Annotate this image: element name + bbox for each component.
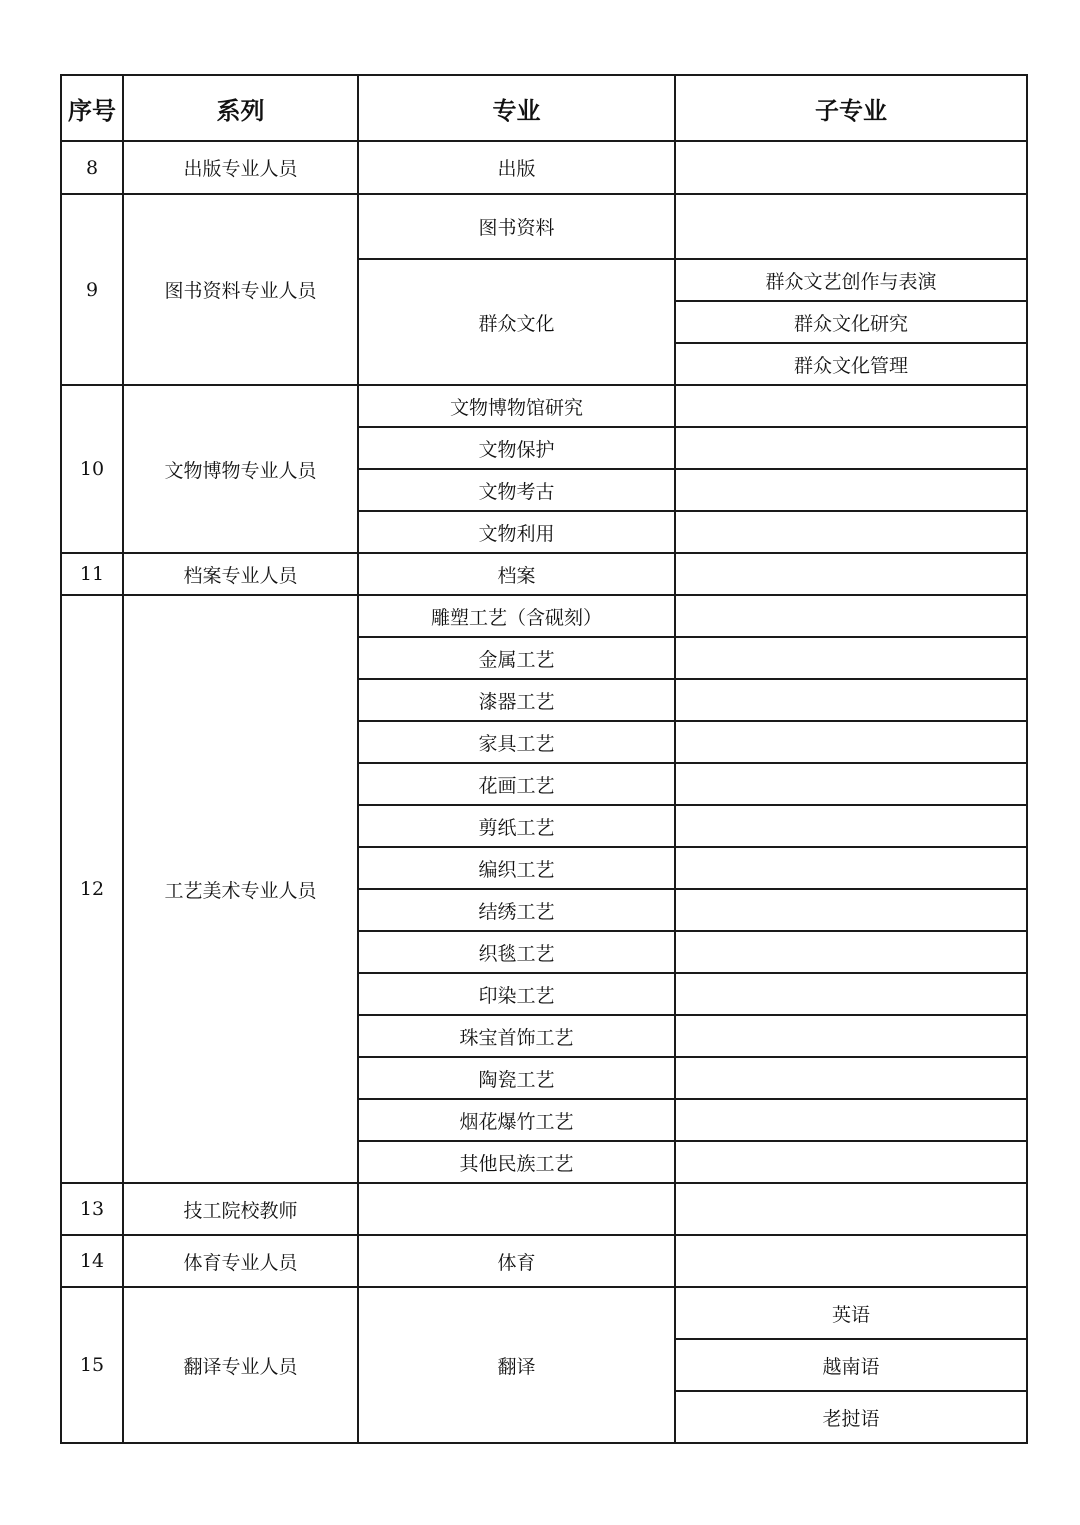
row-sub [675, 511, 1027, 553]
row-series: 技工院校教师 [123, 1183, 358, 1235]
row-major: 花画工艺 [358, 763, 675, 805]
row-sub [675, 805, 1027, 847]
row-major [358, 1183, 675, 1235]
header-index: 序号 [61, 75, 123, 141]
row-series: 档案专业人员 [123, 553, 358, 595]
row-series: 体育专业人员 [123, 1235, 358, 1287]
row-major: 烟花爆竹工艺 [358, 1099, 675, 1141]
row-sub [675, 194, 1027, 259]
row-major: 文物保护 [358, 427, 675, 469]
row-sub [675, 141, 1027, 194]
row-series: 出版专业人员 [123, 141, 358, 194]
row-sub [675, 973, 1027, 1015]
row-major: 文物考古 [358, 469, 675, 511]
row-sub [675, 1057, 1027, 1099]
row-sub [675, 427, 1027, 469]
row-major: 体育 [358, 1235, 675, 1287]
row-sub [675, 1015, 1027, 1057]
row-major: 印染工艺 [358, 973, 675, 1015]
header-sub: 子专业 [675, 75, 1027, 141]
header-row [61, 75, 1027, 141]
row-major: 雕塑工艺（含砚刻） [358, 595, 675, 637]
row-index: 14 [61, 1235, 123, 1287]
row-sub [675, 721, 1027, 763]
row-major: 漆器工艺 [358, 679, 675, 721]
row-major: 织毯工艺 [358, 931, 675, 973]
row-major: 其他民族工艺 [358, 1141, 675, 1183]
row-sub [675, 1183, 1027, 1235]
row-sub [675, 1099, 1027, 1141]
row-sub [675, 847, 1027, 889]
row-sub [675, 469, 1027, 511]
row-index: 10 [61, 385, 123, 553]
table-row [61, 595, 1027, 637]
row-sub [675, 637, 1027, 679]
row-sub [675, 763, 1027, 805]
row-index: 13 [61, 1183, 123, 1235]
row-sub [675, 679, 1027, 721]
row-sub: 英语 [675, 1287, 1027, 1339]
table-row [61, 141, 1027, 194]
row-sub [675, 889, 1027, 931]
row-major: 陶瓷工艺 [358, 1057, 675, 1099]
row-major: 结绣工艺 [358, 889, 675, 931]
row-index: 9 [61, 194, 123, 385]
row-series: 工艺美术专业人员 [123, 595, 358, 1183]
table-row [61, 1287, 1027, 1339]
row-major: 文物博物馆研究 [358, 385, 675, 427]
row-major: 出版 [358, 141, 675, 194]
row-sub [675, 1141, 1027, 1183]
row-major: 图书资料 [358, 194, 675, 259]
row-sub: 老挝语 [675, 1391, 1027, 1443]
row-sub: 群众文化研究 [675, 301, 1027, 343]
header-series: 系列 [123, 75, 358, 141]
row-sub: 群众文化管理 [675, 343, 1027, 385]
row-series: 文物博物专业人员 [123, 385, 358, 553]
table-row [61, 1235, 1027, 1287]
specialty-table [60, 74, 1028, 1444]
row-major: 金属工艺 [358, 637, 675, 679]
row-index: 12 [61, 595, 123, 1183]
row-series: 翻译专业人员 [123, 1287, 358, 1443]
header-major: 专业 [358, 75, 675, 141]
table-row [61, 1183, 1027, 1235]
table-row [61, 385, 1027, 427]
row-major: 群众文化 [358, 259, 675, 385]
row-major: 档案 [358, 553, 675, 595]
row-major: 文物利用 [358, 511, 675, 553]
row-sub [675, 553, 1027, 595]
row-major: 翻译 [358, 1287, 675, 1443]
row-sub [675, 1235, 1027, 1287]
row-index: 15 [61, 1287, 123, 1443]
row-sub [675, 931, 1027, 973]
table-row [61, 194, 1027, 259]
row-major: 编织工艺 [358, 847, 675, 889]
row-sub [675, 595, 1027, 637]
row-major: 剪纸工艺 [358, 805, 675, 847]
row-index: 8 [61, 141, 123, 194]
row-sub: 越南语 [675, 1339, 1027, 1391]
row-major: 珠宝首饰工艺 [358, 1015, 675, 1057]
row-series: 图书资料专业人员 [123, 194, 358, 385]
table-row [61, 553, 1027, 595]
row-major: 家具工艺 [358, 721, 675, 763]
row-sub [675, 385, 1027, 427]
row-index: 11 [61, 553, 123, 595]
row-sub: 群众文艺创作与表演 [675, 259, 1027, 301]
